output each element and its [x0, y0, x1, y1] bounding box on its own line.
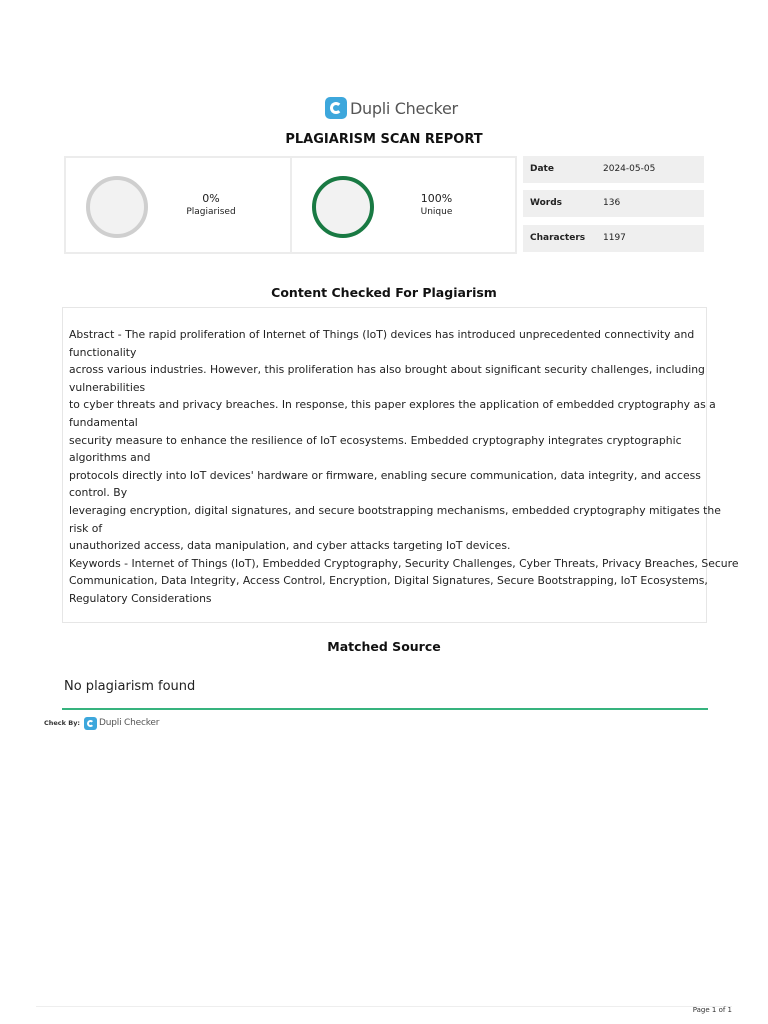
- unique-value: 100%: [420, 192, 453, 205]
- content-section-title: Content Checked For Plagiarism: [271, 285, 497, 300]
- content-line: unauthorized access, data manipulation, and cyber attacks targeting IoT devices.: [69, 539, 511, 553]
- meta-key: Words: [530, 198, 563, 208]
- report-title: PLAGIARISM SCAN REPORT: [285, 132, 483, 147]
- footer-divider: [36, 1006, 732, 1007]
- no-plagiarism-message: No plagiarism found: [64, 679, 196, 694]
- content-line: Communication, Data Integrity, Access Control, Encryption, Digital Signatures, Secure Bootstrapping, IoT Ecosystems,: [69, 574, 708, 588]
- content-line: fundamental: [69, 415, 138, 429]
- content-line: to cyber threats and privacy breaches. In response, this paper explores the application of embedded cryptography as a: [69, 398, 716, 412]
- content-line: across various industries. However, this proliferation has also brought about significant security challenges, including: [69, 363, 705, 377]
- checked-content: [62, 307, 739, 623]
- meta-value: 2024-05-05: [603, 164, 656, 174]
- content-line: security measure to enhance the resilience of IoT ecosystems. Embedded cryptography integrates cryptographic: [69, 433, 682, 447]
- content-line: risk of: [69, 521, 103, 535]
- content-line: vulnerabilities: [69, 380, 146, 394]
- plagiarised-value: 0%: [202, 192, 220, 205]
- meta-row-date: [523, 156, 704, 183]
- content-line: protocols directly into IoT devices' hardware or firmware, enabling secure communication, data integrity, and access: [69, 468, 701, 482]
- page-number: Page 1 of 1: [692, 1006, 732, 1014]
- content-line: control. By: [69, 486, 128, 500]
- section-divider: [62, 708, 708, 710]
- content-line: functionality: [69, 345, 137, 359]
- check-by-label: Check By:: [44, 719, 81, 727]
- meta-key: Characters: [530, 233, 586, 243]
- dupli-checker-logo-icon: [325, 97, 347, 119]
- meta-value: 1197: [603, 233, 626, 243]
- plagiarised-ring-icon: [86, 176, 148, 238]
- unique-stat: [290, 158, 516, 252]
- dupli-checker-logo: [325, 96, 458, 120]
- meta-row-characters: [523, 225, 704, 252]
- unique-label: Unique: [420, 207, 453, 217]
- content-line: Regulatory Considerations: [69, 591, 212, 605]
- small-logo-text: Dupli Checker: [99, 718, 160, 728]
- content-line: Keywords - Internet of Things (IoT), Embedded Cryptography, Security Challenges, Cyber Threats, Privacy Breaches, Secure: [69, 556, 739, 570]
- plagiarised-label: Plagiarised: [186, 207, 236, 217]
- meta-key: Date: [530, 164, 554, 174]
- content-line: leveraging encryption, digital signatures, and secure bootstrapping mechanisms, embedded cryptography mitigates the: [69, 503, 721, 517]
- plagiarised-stat: [66, 158, 290, 252]
- meta-value: 136: [603, 198, 621, 208]
- stats-panel: [64, 156, 517, 254]
- dupli-checker-small-logo-icon: [84, 717, 97, 730]
- content-line: algorithms and: [69, 451, 151, 465]
- content-line: Abstract - The rapid proliferation of Internet of Things (IoT) devices has introduced unprecedented connectivity and: [69, 328, 695, 341]
- unique-ring-icon: [312, 176, 374, 238]
- check-by: [44, 716, 159, 730]
- meta-row-words: [523, 190, 704, 217]
- matched-source-title: Matched Source: [327, 639, 441, 654]
- logo-text: Dupli Checker: [350, 98, 458, 118]
